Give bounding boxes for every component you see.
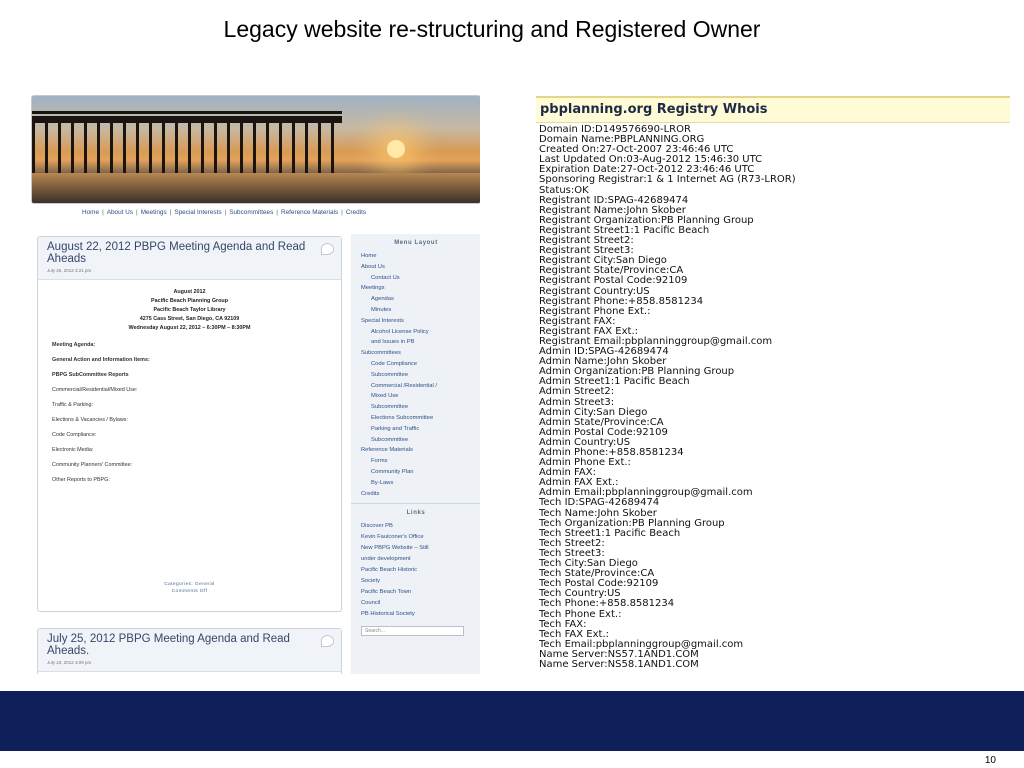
sidebar-menu-item[interactable]: Subcommittees xyxy=(361,350,401,357)
sidebar-link[interactable]: Council xyxy=(361,600,381,607)
pier-rail xyxy=(32,111,342,114)
whois-line: Admin Street3: xyxy=(539,396,615,408)
nav-link[interactable]: Special Interests xyxy=(174,209,222,216)
sidebar-menu-item[interactable]: Code Compliance xyxy=(371,360,418,367)
sidebar-menu-item[interactable]: Subcommittee xyxy=(371,404,409,411)
whois-line: Tech Street3: xyxy=(539,547,605,559)
agenda-item: Traffic & Parking: xyxy=(52,402,94,408)
post-date: July 23, 2012 3:09 pm xyxy=(47,660,92,665)
sidebar-menu-item[interactable]: Contact Us xyxy=(371,274,400,281)
post-header xyxy=(38,629,341,672)
agenda-items xyxy=(52,342,327,483)
sidebar-link[interactable]: Discover PB xyxy=(361,523,393,530)
whois-line: Registrant State/Province:CA xyxy=(539,265,684,277)
whois-line: Name Server:NS57.1AND1.COM xyxy=(539,648,699,660)
sidebar-link[interactable]: PB Historical Society xyxy=(361,611,415,618)
whois-line: Tech City:San Diego xyxy=(539,558,638,570)
post-title[interactable]: August 22, 2012 PBPG Meeting Agenda and Read Aheads xyxy=(47,241,306,265)
whois-line: Admin FAX: xyxy=(539,467,596,479)
whois-line: Status:OK xyxy=(539,184,589,196)
sidebar-menu-item[interactable]: Credits xyxy=(361,490,380,497)
sun xyxy=(387,140,405,158)
sidebar-menu-item[interactable]: Alcohol License Policy xyxy=(371,328,429,335)
sidebar-menu-item[interactable]: Subcommittee xyxy=(371,371,409,378)
whois-line: Admin Street2: xyxy=(539,386,615,398)
sidebar-menu-item[interactable]: and Issues in PB xyxy=(371,339,415,346)
whois-line: Registrant Organization:PB Planning Group xyxy=(539,214,754,226)
whois-line: Tech FAX: xyxy=(539,618,587,630)
whois-line: Domain ID:D149576690-LROR xyxy=(539,125,691,135)
blog-post-august xyxy=(37,236,342,612)
whois-line: Registrant Email:pbplanninggroup@gmail.com xyxy=(539,335,773,347)
sidebar-link[interactable]: under development xyxy=(361,556,411,563)
sidebar-menu-item[interactable]: Minutes xyxy=(371,306,392,313)
pier-deck xyxy=(32,116,342,123)
nav-separator: | xyxy=(136,209,138,216)
post-header xyxy=(38,237,341,280)
agenda-item: PBPG SubCommittee Reports xyxy=(52,372,129,378)
whois-line: Registrant Postal Code:92109 xyxy=(539,275,688,287)
agenda-heading-line: 4275 Cass Street, San Diego, CA 92109 xyxy=(139,316,240,322)
whois-line: Tech Country:US xyxy=(539,588,621,600)
whois-line: Sponsoring Registrar:1 & 1 Internet AG (R73-LROR) xyxy=(539,174,796,186)
agenda-heading-line: Pacific Beach Planning Group xyxy=(151,298,228,304)
search-input[interactable]: Search... xyxy=(361,626,464,636)
sidebar-menu-item[interactable]: Home xyxy=(361,253,377,259)
whois-line: Tech Phone Ext.: xyxy=(539,608,622,620)
sidebar-menu-item[interactable]: Meetings xyxy=(361,285,385,292)
site-top-nav xyxy=(82,209,480,216)
whois-line: Registrant Name:John Skober xyxy=(539,204,686,216)
sidebar-menu-item[interactable]: Agendas xyxy=(371,296,394,303)
blog-post-july xyxy=(37,628,342,674)
sidebar-menu-item[interactable]: Reference Materials xyxy=(361,447,413,454)
whois-line: Admin Organization:PB Planning Group xyxy=(539,366,735,378)
sidebar-menu-item[interactable]: Forms xyxy=(371,458,388,465)
whois-line: Tech Name:John Skober xyxy=(539,507,657,519)
agenda-heading-block xyxy=(52,288,327,333)
whois-line: Registrant ID:SPAG-42689474 xyxy=(539,194,689,206)
whois-line: Name Server:NS58.1AND1.COM xyxy=(539,658,699,670)
nav-separator: | xyxy=(169,209,172,216)
post-footer xyxy=(38,581,341,595)
comment-bubble-icon[interactable] xyxy=(321,635,334,647)
sidebar-menu-item[interactable]: Community Plan xyxy=(371,468,414,475)
whois-line: Last Updated On:03-Aug-2012 15:46:30 UTC xyxy=(539,154,763,166)
whois-record xyxy=(539,125,1019,674)
whois-line: Admin Country:US xyxy=(539,436,631,448)
sidebar-menu xyxy=(351,251,480,499)
ocean-water xyxy=(32,173,480,203)
whois-line: Admin City:San Diego xyxy=(539,406,648,418)
post-comments-status: Comments Off xyxy=(171,589,208,594)
whois-line: Tech Email:pbplanninggroup@gmail.com xyxy=(539,638,744,650)
whois-line: Registrant Street2: xyxy=(539,235,634,247)
whois-line: Domain Name:PBPLANNING.ORG xyxy=(539,134,705,146)
agenda-item: Commercial/Residential/Mixed Use: xyxy=(52,387,138,393)
sidebar-menu-item[interactable]: About Us xyxy=(361,263,385,270)
sidebar-links xyxy=(351,521,480,620)
sidebar-link[interactable]: Pacific Beach Historic xyxy=(361,567,418,574)
post-category[interactable]: Categories: General xyxy=(164,582,215,587)
whois-line: Registrant City:San Diego xyxy=(539,255,667,267)
nav-link[interactable]: Credits xyxy=(345,209,367,216)
agenda-item: Elections & Vacancies / Bylaws: xyxy=(52,417,128,423)
agenda-item: Code Compliance: xyxy=(52,432,97,438)
whois-line: Registrant FAX Ext.: xyxy=(539,325,638,337)
site-sidebar xyxy=(351,234,480,674)
whois-line: Tech Organization:PB Planning Group xyxy=(539,517,725,529)
comment-bubble-icon[interactable] xyxy=(321,243,334,255)
page-number: 10 xyxy=(984,755,996,766)
nav-link[interactable]: Home xyxy=(82,209,100,216)
nav-separator: | xyxy=(224,209,227,216)
whois-line: Created On:27-Oct-2007 23:46:46 UTC xyxy=(539,144,734,156)
whois-line: Admin Name:John Skober xyxy=(539,356,667,368)
whois-line: Tech FAX Ext.: xyxy=(539,628,609,640)
pier-sunset-banner xyxy=(31,95,480,204)
nav-separator: | xyxy=(102,209,104,216)
whois-line: Admin Phone Ext.: xyxy=(539,457,631,469)
post-body xyxy=(38,280,341,491)
sidebar-link[interactable]: New PBPG Website – Still xyxy=(361,545,429,552)
whois-title: pbplanning.org Registry Whois xyxy=(540,102,768,117)
whois-line: Registrant Street1:1 Pacific Beach xyxy=(539,224,710,236)
whois-line: Admin State/Province:CA xyxy=(539,416,664,428)
post-date: July 26, 2012 3:21 pm xyxy=(47,268,92,273)
whois-line: Registrant Phone:+858.8581234 xyxy=(539,295,704,307)
whois-line: Tech Phone:+858.8581234 xyxy=(539,598,675,610)
slide-title: Legacy website re-structuring and Registered Owner xyxy=(223,16,761,42)
nav-link[interactable]: Meetings xyxy=(140,209,167,216)
nav-link[interactable]: Reference Materials xyxy=(280,209,339,216)
links-heading: Links xyxy=(406,510,426,517)
sidebar-menu-item[interactable]: Special Interests xyxy=(361,317,404,324)
whois-header xyxy=(536,96,1010,123)
nav-link[interactable]: Subcommittees xyxy=(229,209,274,216)
agenda-item: Other Reports to PBPG: xyxy=(52,477,110,483)
whois-line: Tech Street1:1 Pacific Beach xyxy=(539,527,681,539)
nav-separator: | xyxy=(341,209,343,216)
whois-line: Admin Email:pbplanninggroup@gmail.com xyxy=(539,487,753,499)
whois-line: Admin Street1:1 Pacific Beach xyxy=(539,376,690,388)
agenda-item: General Action and Information Items: xyxy=(52,357,150,363)
pier-pilings xyxy=(32,123,342,173)
sidebar-menu-item[interactable]: Subcommittee xyxy=(371,436,409,443)
footer-bar xyxy=(0,691,1024,751)
sidebar-link[interactable]: Society xyxy=(361,578,381,585)
menu-layout-heading: Menu Layout xyxy=(394,240,438,246)
whois-line: Admin ID:SPAG-42689474 xyxy=(539,346,669,358)
sidebar-menu-item[interactable]: Parking and Traffic xyxy=(371,425,420,432)
whois-line: Tech Street2: xyxy=(539,537,605,549)
agenda-heading-line: Pacific Beach Taylor Library xyxy=(153,307,226,313)
whois-line: Tech ID:SPAG-42689474 xyxy=(539,497,660,509)
whois-line: Expiration Date:27-Oct-2012 23:46:46 UTC xyxy=(539,164,755,176)
agenda-item: Meeting Agenda: xyxy=(52,342,96,348)
sidebar-menu-item[interactable]: Elections Subcommittee xyxy=(371,414,434,421)
agenda-item: Community Planners' Committee: xyxy=(52,462,133,468)
whois-line: Tech Postal Code:92109 xyxy=(539,578,659,590)
whois-line: Tech State/Province:CA xyxy=(539,568,655,580)
sidebar-menu-item[interactable]: Mixed Use xyxy=(371,393,399,400)
whois-line: Admin Phone:+858.8581234 xyxy=(539,447,684,458)
sidebar-link[interactable]: Pacific Beach Town xyxy=(361,589,412,596)
sidebar-menu-item[interactable]: By-Laws xyxy=(371,479,394,486)
agenda-item: Electronic Media: xyxy=(52,447,94,453)
whois-line: Registrant Street3: xyxy=(539,245,634,257)
whois-line: Admin FAX Ext.: xyxy=(539,477,619,489)
whois-line: Registrant FAX: xyxy=(539,315,616,327)
whois-line: Registrant Country:US xyxy=(539,285,650,297)
whois-line: Admin Postal Code:92109 xyxy=(539,426,668,438)
sidebar-link[interactable]: Kevin Faulconer's Office xyxy=(361,534,424,541)
website-screenshot xyxy=(28,92,480,674)
post-title[interactable]: July 25, 2012 PBPG Meeting Agenda and Read Aheads. xyxy=(47,633,290,657)
sidebar-menu-item[interactable]: Commercial /Residential / xyxy=(371,382,438,389)
agenda-heading-line: August 2012 xyxy=(173,289,206,295)
agenda-heading-line: Wednesday August 22, 2012 – 6:30PM – 8:30PM xyxy=(128,325,251,331)
nav-link[interactable]: About Us xyxy=(106,209,134,216)
nav-separator: | xyxy=(276,209,278,216)
whois-line: Registrant Phone Ext.: xyxy=(539,305,651,317)
